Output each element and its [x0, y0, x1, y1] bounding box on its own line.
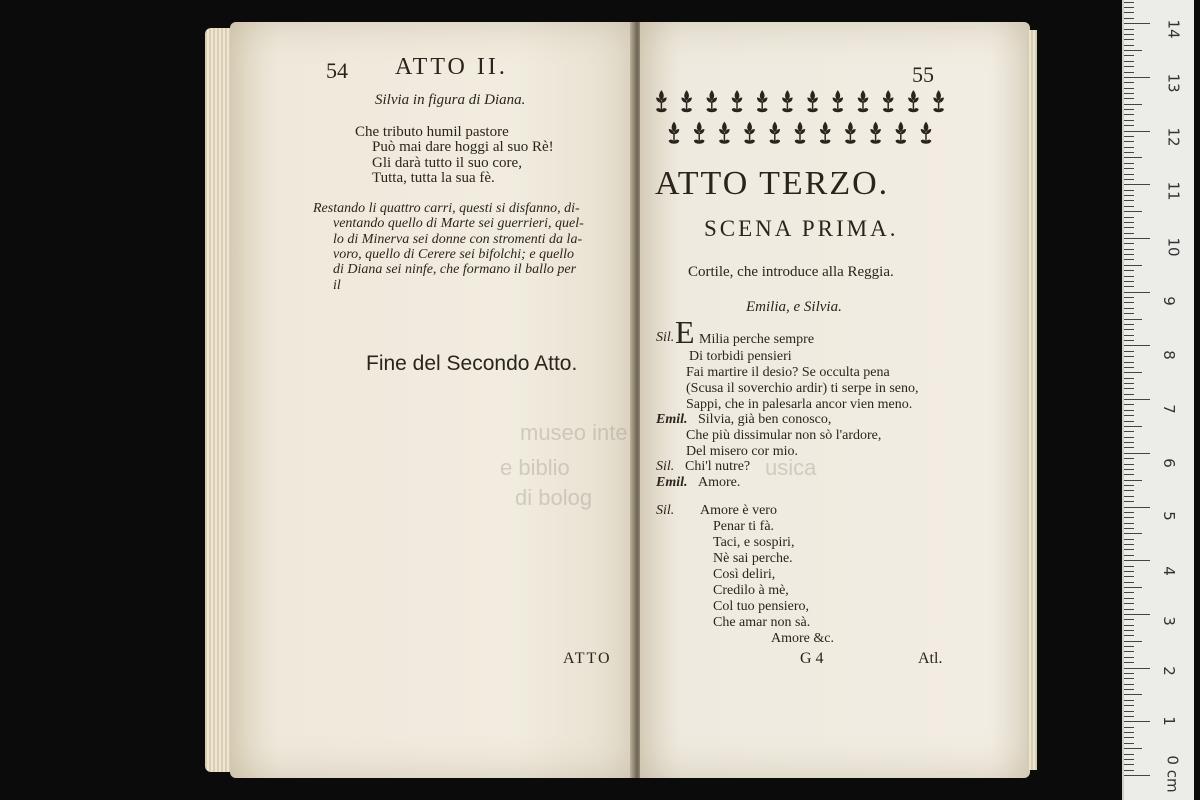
ruler-tick	[1124, 152, 1134, 153]
ruler-tick	[1124, 458, 1134, 459]
ruler-tick	[1124, 587, 1142, 588]
ruler-tick	[1124, 104, 1142, 105]
ruler-tick	[1124, 55, 1134, 56]
ruler-label: 12	[1164, 127, 1183, 147]
ruler-label: 2	[1159, 666, 1178, 676]
ruler-tick	[1124, 367, 1134, 368]
ruler-tick	[1124, 646, 1134, 647]
stage-direction-line: voro, quello di Cerere sei bifolchi; e quello	[333, 247, 575, 262]
ruler-tick	[1124, 490, 1134, 491]
dialogue-line: Che più dissimular non sò l'ardore,	[686, 428, 882, 443]
ruler-tick	[1124, 410, 1134, 411]
ruler-tick	[1124, 147, 1134, 148]
ruler-label: 3	[1159, 616, 1178, 626]
ruler-tick	[1124, 711, 1134, 712]
end-of-act-title: Fine del Secondo Atto.	[366, 352, 578, 375]
ruler-tick	[1124, 609, 1134, 610]
ruler-tick	[1124, 764, 1134, 765]
ruler-tick	[1124, 678, 1134, 679]
ruler-tick	[1124, 243, 1134, 244]
ruler-tick	[1124, 576, 1134, 577]
library-stamp-line: di bolog	[515, 485, 593, 510]
ruler-label: 9	[1159, 296, 1178, 306]
ruler-tick	[1124, 743, 1134, 744]
ruler-tick	[1124, 29, 1134, 30]
ruler-tick	[1124, 533, 1142, 534]
ruler-tick	[1124, 2, 1134, 3]
ruler-label: 0 cm	[1163, 755, 1182, 793]
ruler-tick	[1124, 523, 1134, 524]
ruler-tick	[1124, 662, 1134, 663]
song-line: Penar ti fà.	[713, 519, 775, 534]
ruler-tick	[1124, 18, 1134, 19]
ruler-tick	[1124, 179, 1134, 180]
ruler-tick	[1124, 345, 1150, 346]
song-line: Così deliri,	[713, 567, 776, 582]
ruler-tick	[1124, 770, 1134, 771]
ruler-label: 8	[1159, 350, 1178, 360]
ruler-tick	[1124, 276, 1134, 277]
ruler-tick	[1124, 383, 1134, 384]
ruler-tick	[1124, 114, 1134, 115]
ruler-tick	[1124, 184, 1150, 185]
ruler-tick	[1124, 415, 1134, 416]
song-line: Nè sai perche.	[713, 551, 793, 566]
ruler-tick	[1124, 50, 1142, 51]
ruler-tick	[1124, 109, 1134, 110]
measuring-ruler	[1122, 0, 1194, 800]
ruler-tick	[1124, 507, 1150, 508]
ruler-tick	[1124, 249, 1134, 250]
speaker-label: Sil.	[656, 330, 675, 345]
dialogue-line: Amore.	[698, 475, 741, 490]
ruler-tick	[1124, 700, 1134, 701]
ruler-tick	[1124, 82, 1134, 83]
ruler-tick	[1124, 614, 1150, 615]
ruler-tick	[1124, 23, 1150, 24]
ruler-tick	[1124, 544, 1134, 545]
song-line: Credilo à mè,	[713, 583, 789, 598]
dialogue-line: Del misero cor mio.	[686, 444, 798, 459]
ruler-tick	[1124, 480, 1142, 481]
ruler-tick	[1124, 233, 1134, 234]
left-running-head: ATTO II.	[395, 54, 508, 80]
ruler-tick	[1124, 34, 1134, 35]
ruler-tick	[1124, 131, 1150, 132]
ruler-tick	[1124, 694, 1142, 695]
ruler-tick	[1124, 297, 1134, 298]
ruler-label: 13	[1164, 73, 1183, 93]
ruler-tick	[1124, 319, 1142, 320]
scene-setting: Cortile, che introduce alla Reggia.	[688, 264, 894, 280]
ruler-tick	[1124, 716, 1134, 717]
library-stamp-line: usica	[765, 455, 817, 480]
ruler-tick	[1124, 7, 1134, 8]
ruler-tick	[1124, 163, 1134, 164]
dialogue-line: Milia perche sempre	[699, 332, 815, 347]
ruler-tick	[1124, 206, 1134, 207]
ruler-tick	[1124, 469, 1134, 470]
left-verse-line: Tutta, tutta la sua fè.	[372, 170, 495, 186]
song-line: Taci, e sospiri,	[713, 535, 795, 550]
ruler-tick	[1124, 12, 1134, 13]
ruler-tick	[1124, 259, 1134, 260]
ruler-tick	[1124, 329, 1134, 330]
ruler-tick	[1124, 566, 1134, 567]
song-line: Amore &c.	[771, 631, 834, 646]
ruler-tick	[1124, 98, 1134, 99]
ruler-tick	[1124, 399, 1150, 400]
stage-direction-line: di Diana sei ninfe, che formano il ballo per	[333, 262, 577, 277]
stage-direction-line: il	[333, 278, 341, 293]
ruler-tick	[1124, 217, 1134, 218]
ruler-tick	[1124, 394, 1134, 395]
dialogue-line: Fai martire il desio? Se occulta pena	[686, 365, 890, 380]
ruler-tick	[1124, 292, 1150, 293]
left-character-heading: Silvia in figura di Diana.	[375, 92, 526, 108]
ruler-tick	[1124, 426, 1142, 427]
ruler-tick	[1124, 141, 1134, 142]
ruler-tick	[1124, 227, 1134, 228]
ruler-tick	[1124, 539, 1134, 540]
ruler-tick	[1124, 324, 1134, 325]
ruler-tick	[1124, 603, 1134, 604]
speaker-label: Emil.	[656, 475, 688, 490]
song-line: Che amar non sà.	[713, 615, 811, 630]
ruler-tick	[1124, 66, 1134, 67]
ruler-tick	[1124, 211, 1142, 212]
ruler-tick	[1124, 388, 1134, 389]
ruler-tick	[1124, 362, 1134, 363]
ruler-tick	[1124, 302, 1134, 303]
dialogue-line: Sappi, che in palesarla ancor vien meno.	[686, 397, 913, 412]
ruler-tick	[1124, 340, 1134, 341]
ruler-tick	[1124, 555, 1134, 556]
ruler-tick	[1124, 582, 1134, 583]
ruler-tick	[1124, 281, 1134, 282]
stage-direction-line: lo di Minerva sei donne con stromenti da la-	[333, 232, 583, 247]
ruler-label: 5	[1159, 511, 1178, 521]
speaker-label: Emil.	[656, 412, 688, 427]
ruler-tick	[1124, 88, 1134, 89]
left-verse-line: Che tributo humil pastore	[355, 124, 509, 140]
left-catchword: ATTO	[563, 650, 612, 667]
ruler-tick	[1124, 335, 1134, 336]
ruler-tick	[1124, 404, 1134, 405]
left-verse-line: Gli darà tutto il suo core,	[372, 155, 522, 171]
ruler-tick	[1124, 286, 1134, 287]
ruler-tick	[1124, 254, 1134, 255]
ruler-tick	[1124, 313, 1134, 314]
ruler-tick	[1124, 598, 1134, 599]
ruler-tick	[1124, 668, 1150, 669]
ruler-tick	[1124, 174, 1134, 175]
ruler-label: 14	[1164, 19, 1183, 39]
ruler-tick	[1124, 39, 1134, 40]
ruler-tick	[1124, 528, 1134, 529]
ruler-tick	[1124, 200, 1134, 201]
ruler-tick	[1124, 727, 1134, 728]
right-catchword: Atl.	[918, 650, 943, 667]
ruler-tick	[1124, 72, 1134, 73]
ruler-tick	[1124, 238, 1150, 239]
ruler-tick	[1124, 732, 1134, 733]
left-page-number: 54	[326, 58, 348, 83]
ruler-tick	[1124, 442, 1134, 443]
library-stamp	[520, 420, 628, 446]
ruler-tick	[1124, 431, 1134, 432]
ruler-tick	[1124, 549, 1134, 550]
ruler-tick	[1124, 775, 1150, 776]
ruler-tick	[1124, 592, 1134, 593]
ruler-tick	[1124, 501, 1134, 502]
ruler-tick	[1124, 453, 1150, 454]
speaker-label: Sil.	[656, 459, 675, 474]
song-line: Col tuo pensiero,	[713, 599, 810, 614]
right-page-number: 55	[912, 62, 934, 87]
drop-cap: E	[675, 314, 695, 350]
ruler-tick	[1124, 737, 1134, 738]
ruler-tick	[1124, 195, 1134, 196]
ruler-tick	[1124, 721, 1150, 722]
ruler-tick	[1124, 571, 1134, 572]
scene-title: SCENA PRIMA.	[704, 216, 899, 241]
ruler-tick	[1124, 512, 1134, 513]
ruler-tick	[1124, 641, 1142, 642]
scene-characters: Emilia, e Silvia.	[746, 299, 842, 315]
ruler-label: 6	[1159, 458, 1178, 468]
ruler-tick	[1124, 421, 1134, 422]
ruler-tick	[1124, 651, 1134, 652]
ruler-tick	[1124, 157, 1142, 158]
ruler-tick	[1124, 474, 1134, 475]
ruler-tick	[1124, 673, 1134, 674]
ruler-tick	[1124, 657, 1134, 658]
ruler-tick	[1124, 748, 1142, 749]
dialogue-line: (Scusa il soverchio ardir) ti serpe in seno,	[686, 381, 919, 396]
ruler-tick	[1124, 485, 1134, 486]
ruler-tick	[1124, 372, 1142, 373]
left-verse-line: Può mai dare hoggi al suo Rè!	[372, 139, 554, 155]
ruler-tick	[1124, 759, 1134, 760]
dialogue-line: Silvia, già ben conosco,	[698, 412, 832, 427]
ruler-tick	[1124, 168, 1134, 169]
ruler-tick	[1124, 625, 1134, 626]
ruler-label: 1	[1159, 716, 1178, 726]
ruler-tick	[1124, 464, 1134, 465]
ruler-tick	[1124, 705, 1134, 706]
ruler-tick	[1124, 754, 1134, 755]
fleuron-ornament	[653, 88, 958, 148]
dialogue-line: Chi'l nutre?	[685, 459, 751, 474]
ruler-tick	[1124, 120, 1134, 121]
ruler-tick	[1124, 77, 1150, 78]
ruler-tick	[1124, 689, 1134, 690]
ruler-label: 11	[1164, 181, 1183, 201]
ruler-tick	[1124, 356, 1134, 357]
ruler-label: 10	[1164, 237, 1183, 257]
right-page-edges	[1027, 30, 1037, 770]
signature-mark: G 4	[800, 650, 824, 667]
ruler-tick	[1124, 437, 1134, 438]
ruler-tick	[1124, 635, 1134, 636]
ruler-tick	[1124, 619, 1134, 620]
ruler-tick	[1124, 447, 1134, 448]
act-title: ATTO TERZO.	[655, 165, 890, 202]
ruler-tick	[1124, 270, 1134, 271]
ruler-tick	[1124, 560, 1150, 561]
ruler-tick	[1124, 61, 1134, 62]
ruler-tick	[1124, 125, 1134, 126]
dialogue-line: Di torbidi pensieri	[689, 349, 792, 364]
library-stamp-line: e biblio	[500, 455, 570, 480]
ruler-label: 4	[1159, 566, 1178, 576]
song-line: Amore è vero	[700, 503, 777, 518]
ruler-tick	[1124, 93, 1134, 94]
ruler-tick	[1124, 265, 1142, 266]
ruler-label: 7	[1159, 404, 1178, 414]
stamp-line: museo inte	[520, 420, 628, 445]
stage-direction-line: ventando quello di Marte sei guerrieri, quel-	[333, 216, 584, 231]
ruler-tick	[1124, 308, 1134, 309]
ruler-tick	[1124, 351, 1134, 352]
ruler-tick	[1124, 136, 1134, 137]
ruler-tick	[1124, 630, 1134, 631]
ruler-tick	[1124, 496, 1134, 497]
ruler-tick	[1124, 684, 1134, 685]
ruler-tick	[1124, 45, 1134, 46]
stage-direction-line: Restando li quattro carri, questi si disfanno, di-	[313, 201, 580, 216]
ruler-tick	[1124, 222, 1134, 223]
ruler-tick	[1124, 378, 1134, 379]
ruler-tick	[1124, 517, 1134, 518]
ruler-tick	[1124, 190, 1134, 191]
speaker-label: Sil.	[656, 503, 675, 518]
